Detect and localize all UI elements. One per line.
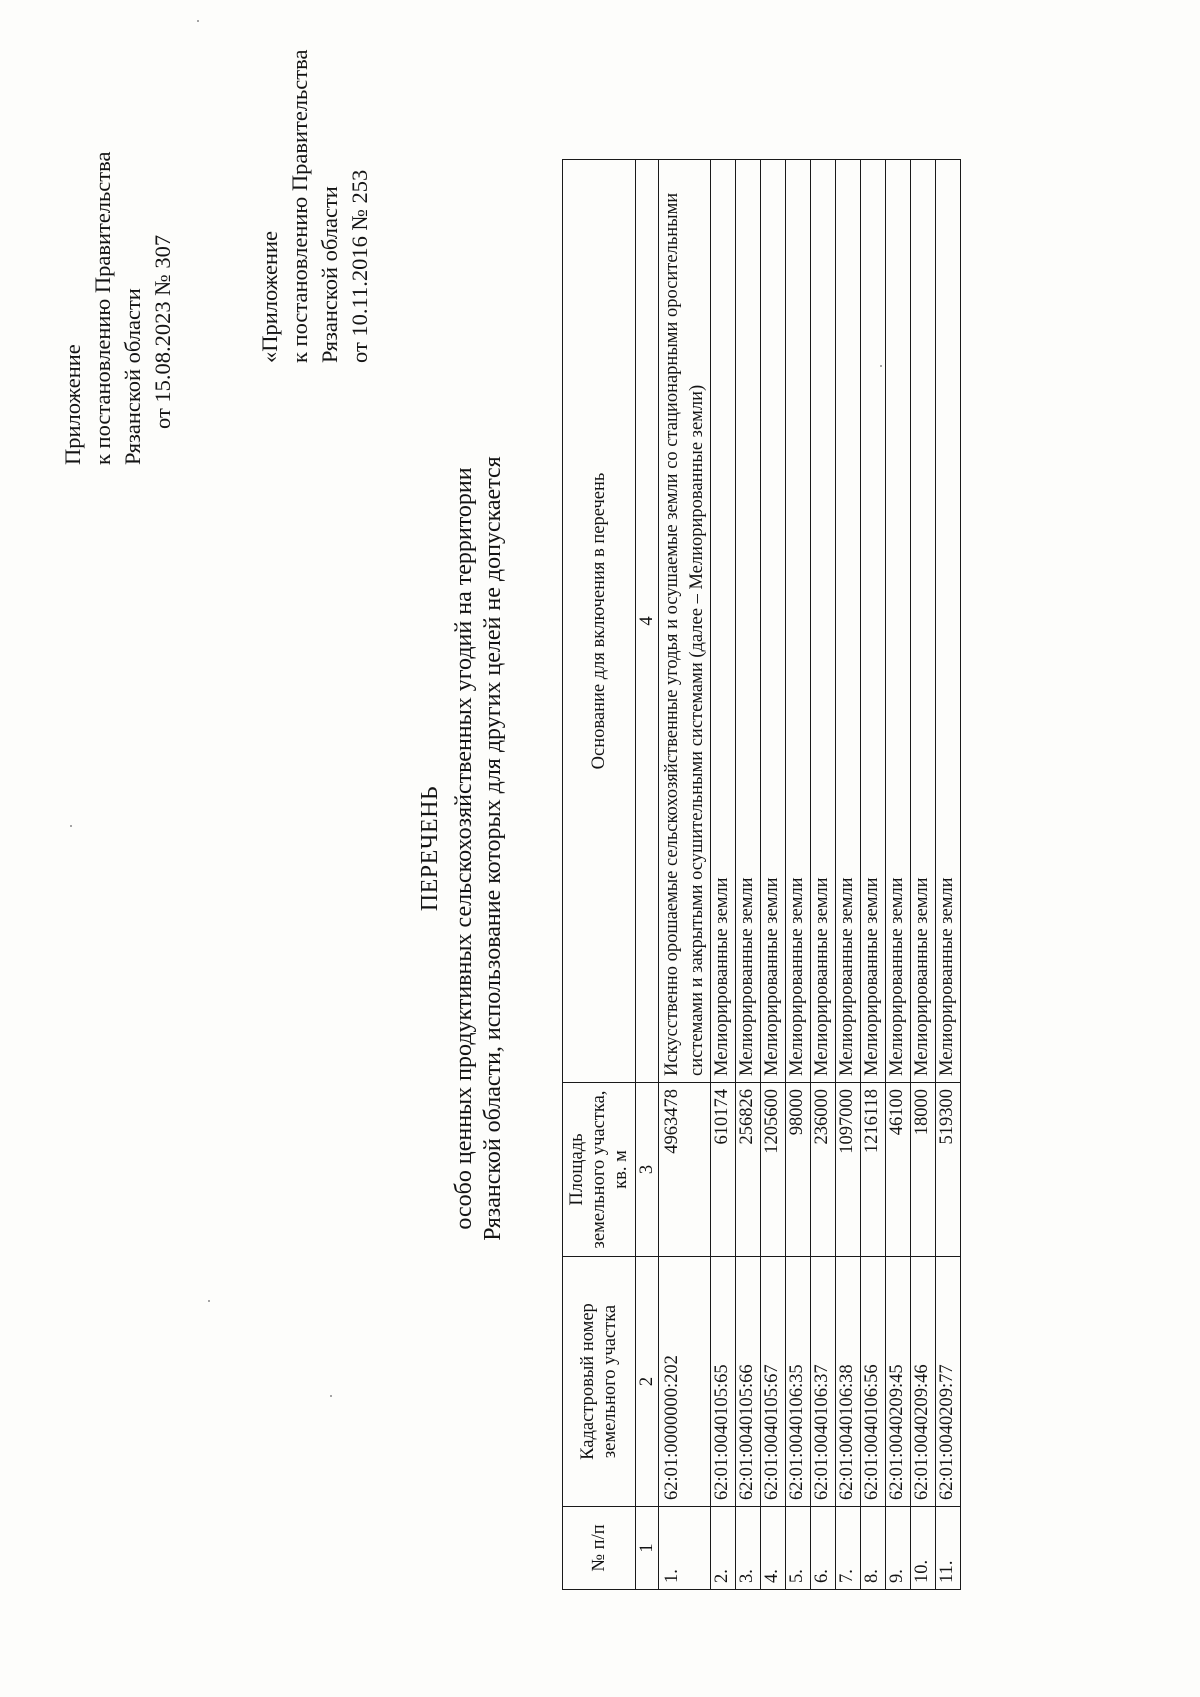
document-subtitle-line: Рязанской области, использование которых для других целей не допускается xyxy=(480,456,506,1241)
cell-cadastral: 62:01:0040209:77 xyxy=(936,1257,961,1507)
header-basis: Основание для включения в перечень xyxy=(563,160,636,1083)
land-plots-table xyxy=(562,159,961,1590)
header-area: Площадь земельного участка, кв. м xyxy=(563,1083,636,1257)
cell-basis: Мелиорированные земли xyxy=(736,160,761,1083)
cell-basis: Мелиорированные земли xyxy=(761,160,786,1083)
appendix-original-line: от 10.11.2016 № 253 xyxy=(347,169,372,363)
cell-cadastral: 62:01:0040209:45 xyxy=(886,1257,911,1507)
cell-num: 11. xyxy=(936,1507,961,1590)
cell-num: 4. xyxy=(761,1507,786,1590)
cell-basis: Мелиорированные земли xyxy=(811,160,836,1083)
cell-num: 1. xyxy=(659,1507,711,1590)
cell-basis: Мелиорированные земли xyxy=(936,160,961,1083)
appendix-original-line: Рязанской области xyxy=(317,186,342,363)
cell-basis: Мелиорированные земли xyxy=(861,160,886,1083)
cell-area: 18000 xyxy=(911,1083,936,1257)
table-row xyxy=(736,160,761,1590)
cell-cadastral: 62:01:0040106:37 xyxy=(811,1257,836,1507)
cell-cadastral: 62:01:0040106:56 xyxy=(861,1257,886,1507)
cell-area: 610174 xyxy=(711,1083,736,1257)
table-header-row xyxy=(563,160,636,1590)
cell-area: 236000 xyxy=(811,1083,836,1257)
cell-num: 8. xyxy=(861,1507,886,1590)
cell-cadastral: 62:01:0040105:66 xyxy=(736,1257,761,1507)
document-title-block xyxy=(416,0,508,1697)
cell-cadastral: 62:01:0040105:65 xyxy=(711,1257,736,1507)
cell-cadastral: 62:01:0040106:35 xyxy=(786,1257,811,1507)
cell-area: 46100 xyxy=(886,1083,911,1257)
appendix-current-line: Рязанской области xyxy=(120,288,145,465)
cell-cadastral: 62:01:0040105:67 xyxy=(761,1257,786,1507)
table-row xyxy=(886,160,911,1590)
cell-basis: Мелиорированные земли xyxy=(886,160,911,1083)
appendix-current-line: к постановлению Правительства xyxy=(90,151,115,465)
cell-area: 1205600 xyxy=(761,1083,786,1257)
cell-basis: Мелиорированные земли xyxy=(786,160,811,1083)
header-num: № п/п xyxy=(563,1507,636,1590)
cell-area: 519300 xyxy=(936,1083,961,1257)
cell-basis: Искусственно орошаемые сельскохозяйственные угодья и осушаемые земли со стационарными оросительными системами и закрытыми осушительными системами (далее – Мелиорированные земли) xyxy=(659,160,711,1083)
cell-area: 98000 xyxy=(786,1083,811,1257)
cell-num: 2. xyxy=(711,1507,736,1590)
table-row xyxy=(911,160,936,1590)
table-row xyxy=(836,160,861,1590)
scan-speck xyxy=(330,1395,332,1397)
cell-num: 7. xyxy=(836,1507,861,1590)
cell-area: 256826 xyxy=(736,1083,761,1257)
cell-area: 1097000 xyxy=(836,1083,861,1257)
cell-cadastral: 62:01:0040209:46 xyxy=(911,1257,936,1507)
column-number-row xyxy=(636,160,659,1590)
table-row xyxy=(811,160,836,1590)
header-cadastral: Кадастровый номер земельного участка xyxy=(563,1257,636,1507)
appendix-current-line: от 15.08.2023 № 307 xyxy=(150,234,175,429)
cell-cadastral: 62:01:0000000:202 xyxy=(659,1257,711,1507)
cell-area: 1216118 xyxy=(861,1083,886,1257)
scan-speck xyxy=(208,1300,210,1302)
cell-basis: Мелиорированные земли xyxy=(711,160,736,1083)
cell-num: 5. xyxy=(786,1507,811,1590)
column-number: 1 xyxy=(636,1507,659,1590)
cell-basis: Мелиорированные земли xyxy=(911,160,936,1083)
table-row xyxy=(761,160,786,1590)
table-row xyxy=(936,160,961,1590)
document-title: ПЕРЕЧЕНЬ xyxy=(417,785,443,912)
scan-speck xyxy=(197,20,199,22)
cell-basis: Мелиорированные земли xyxy=(836,160,861,1083)
column-number: 4 xyxy=(636,160,659,1083)
appendix-current-line: Приложение xyxy=(60,344,85,465)
table-row xyxy=(786,160,811,1590)
column-number: 3 xyxy=(636,1083,659,1257)
scan-speck xyxy=(70,825,72,827)
appendix-header-original xyxy=(255,50,375,363)
table-row xyxy=(861,160,886,1590)
cell-cadastral: 62:01:0040106:38 xyxy=(836,1257,861,1507)
column-number: 2 xyxy=(636,1257,659,1507)
table-row xyxy=(659,160,711,1590)
cell-num: 10. xyxy=(911,1507,936,1590)
scan-speck xyxy=(880,365,882,367)
cell-num: 9. xyxy=(886,1507,911,1590)
appendix-original-line: к постановлению Правительства xyxy=(287,49,312,363)
table-row xyxy=(711,160,736,1590)
cell-area: 4963478 xyxy=(659,1083,711,1257)
cell-num: 3. xyxy=(736,1507,761,1590)
appendix-header-current xyxy=(58,152,178,465)
appendix-original-line: «Приложение xyxy=(257,230,282,363)
document-subtitle-line: особо ценных продуктивных сельскохозяйственных угодий на территории xyxy=(451,467,477,1230)
cell-num: 6. xyxy=(811,1507,836,1590)
